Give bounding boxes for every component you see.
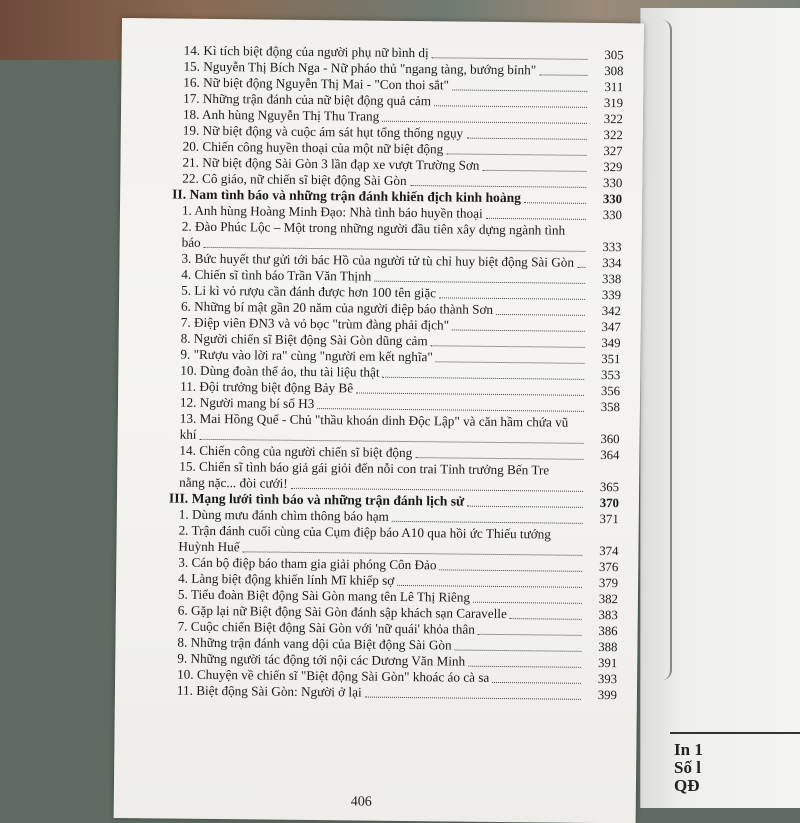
toc-page-number: 305 [604, 48, 624, 63]
toc-page-number: 379 [598, 576, 619, 591]
toc-page-number: 330 [602, 208, 623, 223]
toc-page-number: 338 [602, 272, 622, 287]
toc-entry-title: 13. Mai Hồng Quế - Chủ "thầu khoán dinh Độc Lập" và căn hầm chứa vũ khí [179, 410, 569, 442]
toc-page-number: 374 [599, 544, 619, 559]
table-of-contents [139, 42, 626, 703]
toc-page-number: 358 [600, 400, 621, 415]
toc-page-number: 311 [604, 80, 624, 95]
toc-entry-title: 4. Chiến sĩ tình báo Trần Văn Thịnh [181, 266, 372, 284]
toc-entry [142, 410, 622, 447]
toc-entry [141, 458, 621, 495]
toc-page-number: 353 [601, 368, 621, 383]
toc-page-number: 393 [597, 672, 618, 687]
toc-entry [140, 522, 620, 559]
toc-page-number: 322 [603, 112, 624, 127]
toc-entry-title: 5. Li kì vỏ rượu cần đánh được hơn 100 tên giặc [181, 282, 437, 301]
right-page-text-2: Số l [674, 758, 701, 777]
toc-page-number: 383 [598, 608, 618, 623]
toc-page-number: 308 [604, 64, 624, 79]
toc-entry-title: 2. Trận đánh cuối cùng của Cụm điệp báo A10 qua hồi ức Thiếu tướng Huỳnh Huế [178, 522, 551, 555]
toc-entry-title: 18. Anh hùng Nguyễn Thị Thu Trang [182, 106, 380, 124]
toc-page-number: 365 [599, 480, 620, 495]
toc-page-number: 342 [601, 304, 622, 319]
toc-page-number: 391 [597, 656, 618, 671]
toc-section-title: III. Mạng lưới tình báo và những trận đánh lịch sử [168, 490, 465, 509]
toc-entry-title: 12. Người mang bí số H3 [179, 394, 315, 412]
toc-entry-title: 2. Đào Phúc Lộc – Một trong những người đầu tiên xây dựng ngành tình báo [181, 218, 566, 250]
toc-entry-title: 22. Cô giáo, nữ chiến sĩ biệt động Sài Gòn [182, 170, 407, 188]
toc-entry-title: 8. Những trận đánh vang dội của Biệt động Sài Gòn [177, 634, 452, 653]
toc-page-number: 339 [601, 288, 622, 303]
book-page [114, 18, 644, 823]
toc-page-number: 334 [602, 256, 622, 271]
toc-page-number: 349 [601, 336, 621, 351]
toc-page-number: 356 [600, 384, 621, 399]
toc-entry-title: 19. Nữ biệt động và cuộc ám sát hụt tổng thống ngụy [182, 122, 464, 141]
toc-entry-title: 15. Nguyễn Thị Bích Nga - Nữ pháo thủ "ngang tàng, bướng bỉnh" [183, 58, 537, 78]
toc-entry [144, 218, 624, 255]
toc-page-number: 330 [603, 176, 623, 191]
toc-entry-title: 10. Chuyện về chiến sĩ "Biệt động Sài Gòn" khoác áo cà sa [177, 666, 490, 685]
toc-page-number: 382 [598, 592, 619, 607]
toc-entry-title: 7. Cuộc chiến Biệt động Sài Gòn với 'nữ quái' khỏa thân [177, 618, 475, 637]
toc-page-number: 333 [602, 240, 622, 255]
toc-page-number: 388 [598, 640, 618, 655]
toc-entry-title: 3. Cán bộ điệp báo tham gia giải phóng Côn Đảo [178, 554, 437, 573]
toc-entry-title: 9. "Rượu vào lời ra" cùng "người em kết nghĩa" [180, 346, 433, 365]
right-page-edge [662, 20, 672, 680]
right-page-text-1: In 1 [674, 740, 703, 759]
toc-page-number: 399 [597, 688, 618, 703]
toc-entry-title: 3. Bức huyết thư gửi tới bác Hồ của người tử tù chỉ huy biệt động Sài Gòn [181, 250, 575, 270]
toc-page-number: 319 [603, 96, 624, 111]
toc-entry-title: 5. Tiểu đoàn Biệt động Sài Gòn mang tên Lê Thị Riêng [177, 586, 471, 605]
toc-entry-title: 8. Người chiến sĩ Biệt động Sài Gòn dũng cảm [180, 330, 428, 349]
toc-entry-title: 11. Biệt động Sài Gòn: Người ở lại [176, 682, 362, 700]
page-number: 406 [350, 794, 372, 810]
toc-page-number: 370 [599, 496, 620, 511]
toc-entry-title: 4. Làng biệt động khiến lính Mĩ khiếp sợ [178, 570, 395, 588]
toc-page-number: 386 [598, 624, 618, 639]
toc-entry-title: 1. Anh hùng Hoàng Minh Đạo: Nhà tình báo huyền thoại [181, 202, 483, 221]
toc-page-number: 322 [603, 128, 623, 143]
toc-page-number: 327 [603, 144, 623, 159]
toc-page-number: 376 [599, 560, 619, 575]
right-page-rule [670, 732, 800, 734]
toc-entry-title: 14. Chiến công của người chiến sĩ biệt động [179, 442, 413, 461]
right-page-text-3: QĐ [674, 776, 700, 795]
toc-entry-title: 17. Những trận đánh của nữ biệt động quả cảm [183, 90, 432, 109]
toc-page-number: 364 [600, 448, 620, 463]
toc-entry-title: 9. Những người tác động tới nội các Dương Văn Minh [177, 650, 466, 669]
toc-entry-title: 7. Điệp viên ĐN3 và vỏ bọc "trùm đàng phải địch" [180, 314, 450, 333]
toc-entry-title: 20. Chiến công huyền thoại của một nữ biệt động [182, 138, 444, 157]
toc-page-number: 360 [600, 432, 620, 447]
toc-entry-title: 6. Gặp lại nữ Biệt động Sài Gòn đánh sập khách sạn Caravelle [177, 602, 507, 622]
toc-entry-title: 21. Nữ biệt động Sài Gòn 3 lần đạp xe vượt Trường Sơn [182, 154, 480, 173]
toc-page-number: 330 [602, 192, 623, 207]
toc-entry-title: 1. Dùng mưu đánh chìm thông báo hạm [178, 506, 389, 524]
toc-page-number: 351 [601, 352, 621, 367]
toc-entry-title: 15. Chiến sĩ tình báo giả gái giỏi đến nỗi con trai Tỉnh trưởng Bến Tre nằng nặc... đòi cưới! [179, 458, 550, 491]
toc-entry-title: 6. Những bí mật gần 20 năm của người điệp báo thành Sơn [180, 298, 494, 317]
toc-entry-title: 11. Đội trưởng biệt động Bảy Bê [180, 378, 354, 396]
toc-entry-title: 16. Nữ biệt động Nguyễn Thị Mai - "Con thoi sắt" [183, 74, 450, 93]
toc-page-number: 329 [603, 160, 623, 175]
toc-leader-dots [577, 267, 585, 268]
toc-entry-title: 14. Kì tích biệt động của người phụ nữ bình dị [183, 42, 429, 61]
toc-entry-title: 10. Dùng đoàn thể ảo, thu tài liệu thật [180, 362, 380, 380]
toc-page-number: 347 [601, 320, 621, 335]
toc-page-number: 371 [599, 512, 619, 527]
toc-section-title: II. Nam tình báo và những trận đánh khiến địch kinh hoàng [172, 186, 522, 206]
